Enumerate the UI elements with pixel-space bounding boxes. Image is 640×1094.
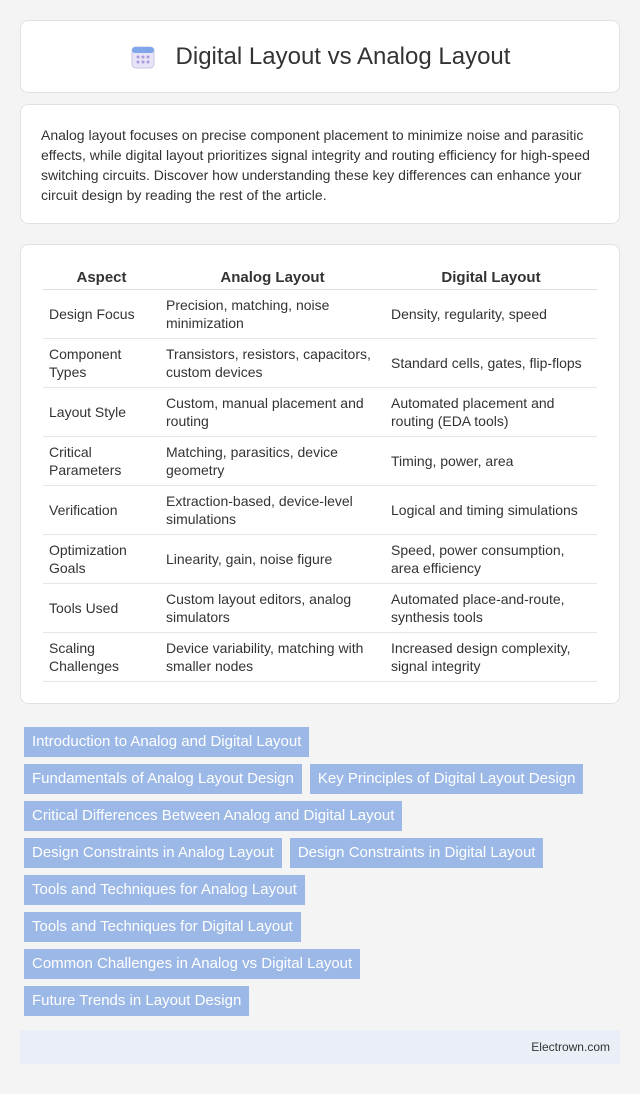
cell-aspect: Layout Style (43, 388, 160, 437)
topic-link[interactable]: Critical Differences Between Analog and Digital Layout (24, 801, 402, 831)
table-row (43, 339, 597, 388)
cell-aspect: Critical Parameters (43, 437, 160, 486)
cell-aspect: Tools Used (43, 584, 160, 633)
cell-analog: Precision, matching, noise minimization (160, 290, 385, 339)
cell-digital: Timing, power, area (385, 437, 597, 486)
topic-link[interactable]: Future Trends in Layout Design (24, 986, 249, 1016)
footer-site-name: Electrown.com (531, 1040, 610, 1054)
cell-digital: Speed, power consumption, area efficiency (385, 535, 597, 584)
topic-row (24, 912, 624, 942)
table-row (43, 290, 597, 339)
cell-analog: Transistors, resistors, capacitors, custom devices (160, 339, 385, 388)
cell-aspect: Scaling Challenges (43, 633, 160, 682)
cell-analog: Custom layout editors, analog simulators (160, 584, 385, 633)
intro-text: Analog layout focuses on precise component placement to minimize noise and parasitic effects, while digital layout prioritizes signal integrity and routing efficiency for high-speed switching circuits. Discover how understanding these key differences can enhance your circuit design by reading the rest of the article. (41, 127, 590, 203)
topic-link[interactable]: Introduction to Analog and Digital Layout (24, 727, 309, 757)
footer (20, 1030, 620, 1064)
topic-row (24, 764, 624, 794)
table-row (43, 535, 597, 584)
cell-analog: Custom, manual placement and routing (160, 388, 385, 437)
table-row (43, 633, 597, 682)
cell-digital: Increased design complexity, signal integrity (385, 633, 597, 682)
comparison-table (43, 265, 597, 682)
column-header-analog: Analog Layout (160, 265, 385, 290)
table-row (43, 486, 597, 535)
table-row (43, 388, 597, 437)
cell-aspect: Design Focus (43, 290, 160, 339)
cell-aspect: Verification (43, 486, 160, 535)
header-card (20, 20, 620, 93)
topic-row (24, 727, 624, 757)
related-topics (24, 727, 624, 1023)
calendar-grid-icon (130, 44, 156, 70)
intro-card (20, 104, 620, 224)
cell-aspect: Component Types (43, 339, 160, 388)
cell-digital: Automated place-and-route, synthesis tools (385, 584, 597, 633)
cell-analog: Device variability, matching with smaller nodes (160, 633, 385, 682)
topic-link[interactable]: Fundamentals of Analog Layout Design (24, 764, 302, 794)
cell-analog: Extraction-based, device-level simulations (160, 486, 385, 535)
cell-analog: Matching, parasitics, device geometry (160, 437, 385, 486)
topic-link[interactable]: Design Constraints in Analog Layout (24, 838, 282, 868)
table-header-row (43, 265, 597, 290)
cell-digital: Standard cells, gates, flip-flops (385, 339, 597, 388)
topic-link[interactable]: Common Challenges in Analog vs Digital Layout (24, 949, 360, 979)
cell-digital: Logical and timing simulations (385, 486, 597, 535)
topic-row (24, 838, 624, 868)
cell-analog: Linearity, gain, noise figure (160, 535, 385, 584)
page-title: Digital Layout vs Analog Layout (175, 42, 511, 70)
topic-link[interactable]: Design Constraints in Digital Layout (290, 838, 544, 868)
topic-link[interactable]: Tools and Techniques for Analog Layout (24, 875, 305, 905)
cell-aspect: Optimization Goals (43, 535, 160, 584)
topic-link[interactable]: Key Principles of Digital Layout Design (310, 764, 584, 794)
table-row (43, 437, 597, 486)
column-header-digital: Digital Layout (385, 265, 597, 290)
cell-digital: Density, regularity, speed (385, 290, 597, 339)
topic-row (24, 986, 624, 1016)
comparison-table-card (20, 244, 620, 704)
topic-row (24, 801, 624, 831)
topic-link[interactable]: Tools and Techniques for Digital Layout (24, 912, 301, 942)
topic-row (24, 949, 624, 979)
column-header-aspect: Aspect (43, 265, 160, 290)
topic-row (24, 875, 624, 905)
table-row (43, 584, 597, 633)
cell-digital: Automated placement and routing (EDA tools) (385, 388, 597, 437)
